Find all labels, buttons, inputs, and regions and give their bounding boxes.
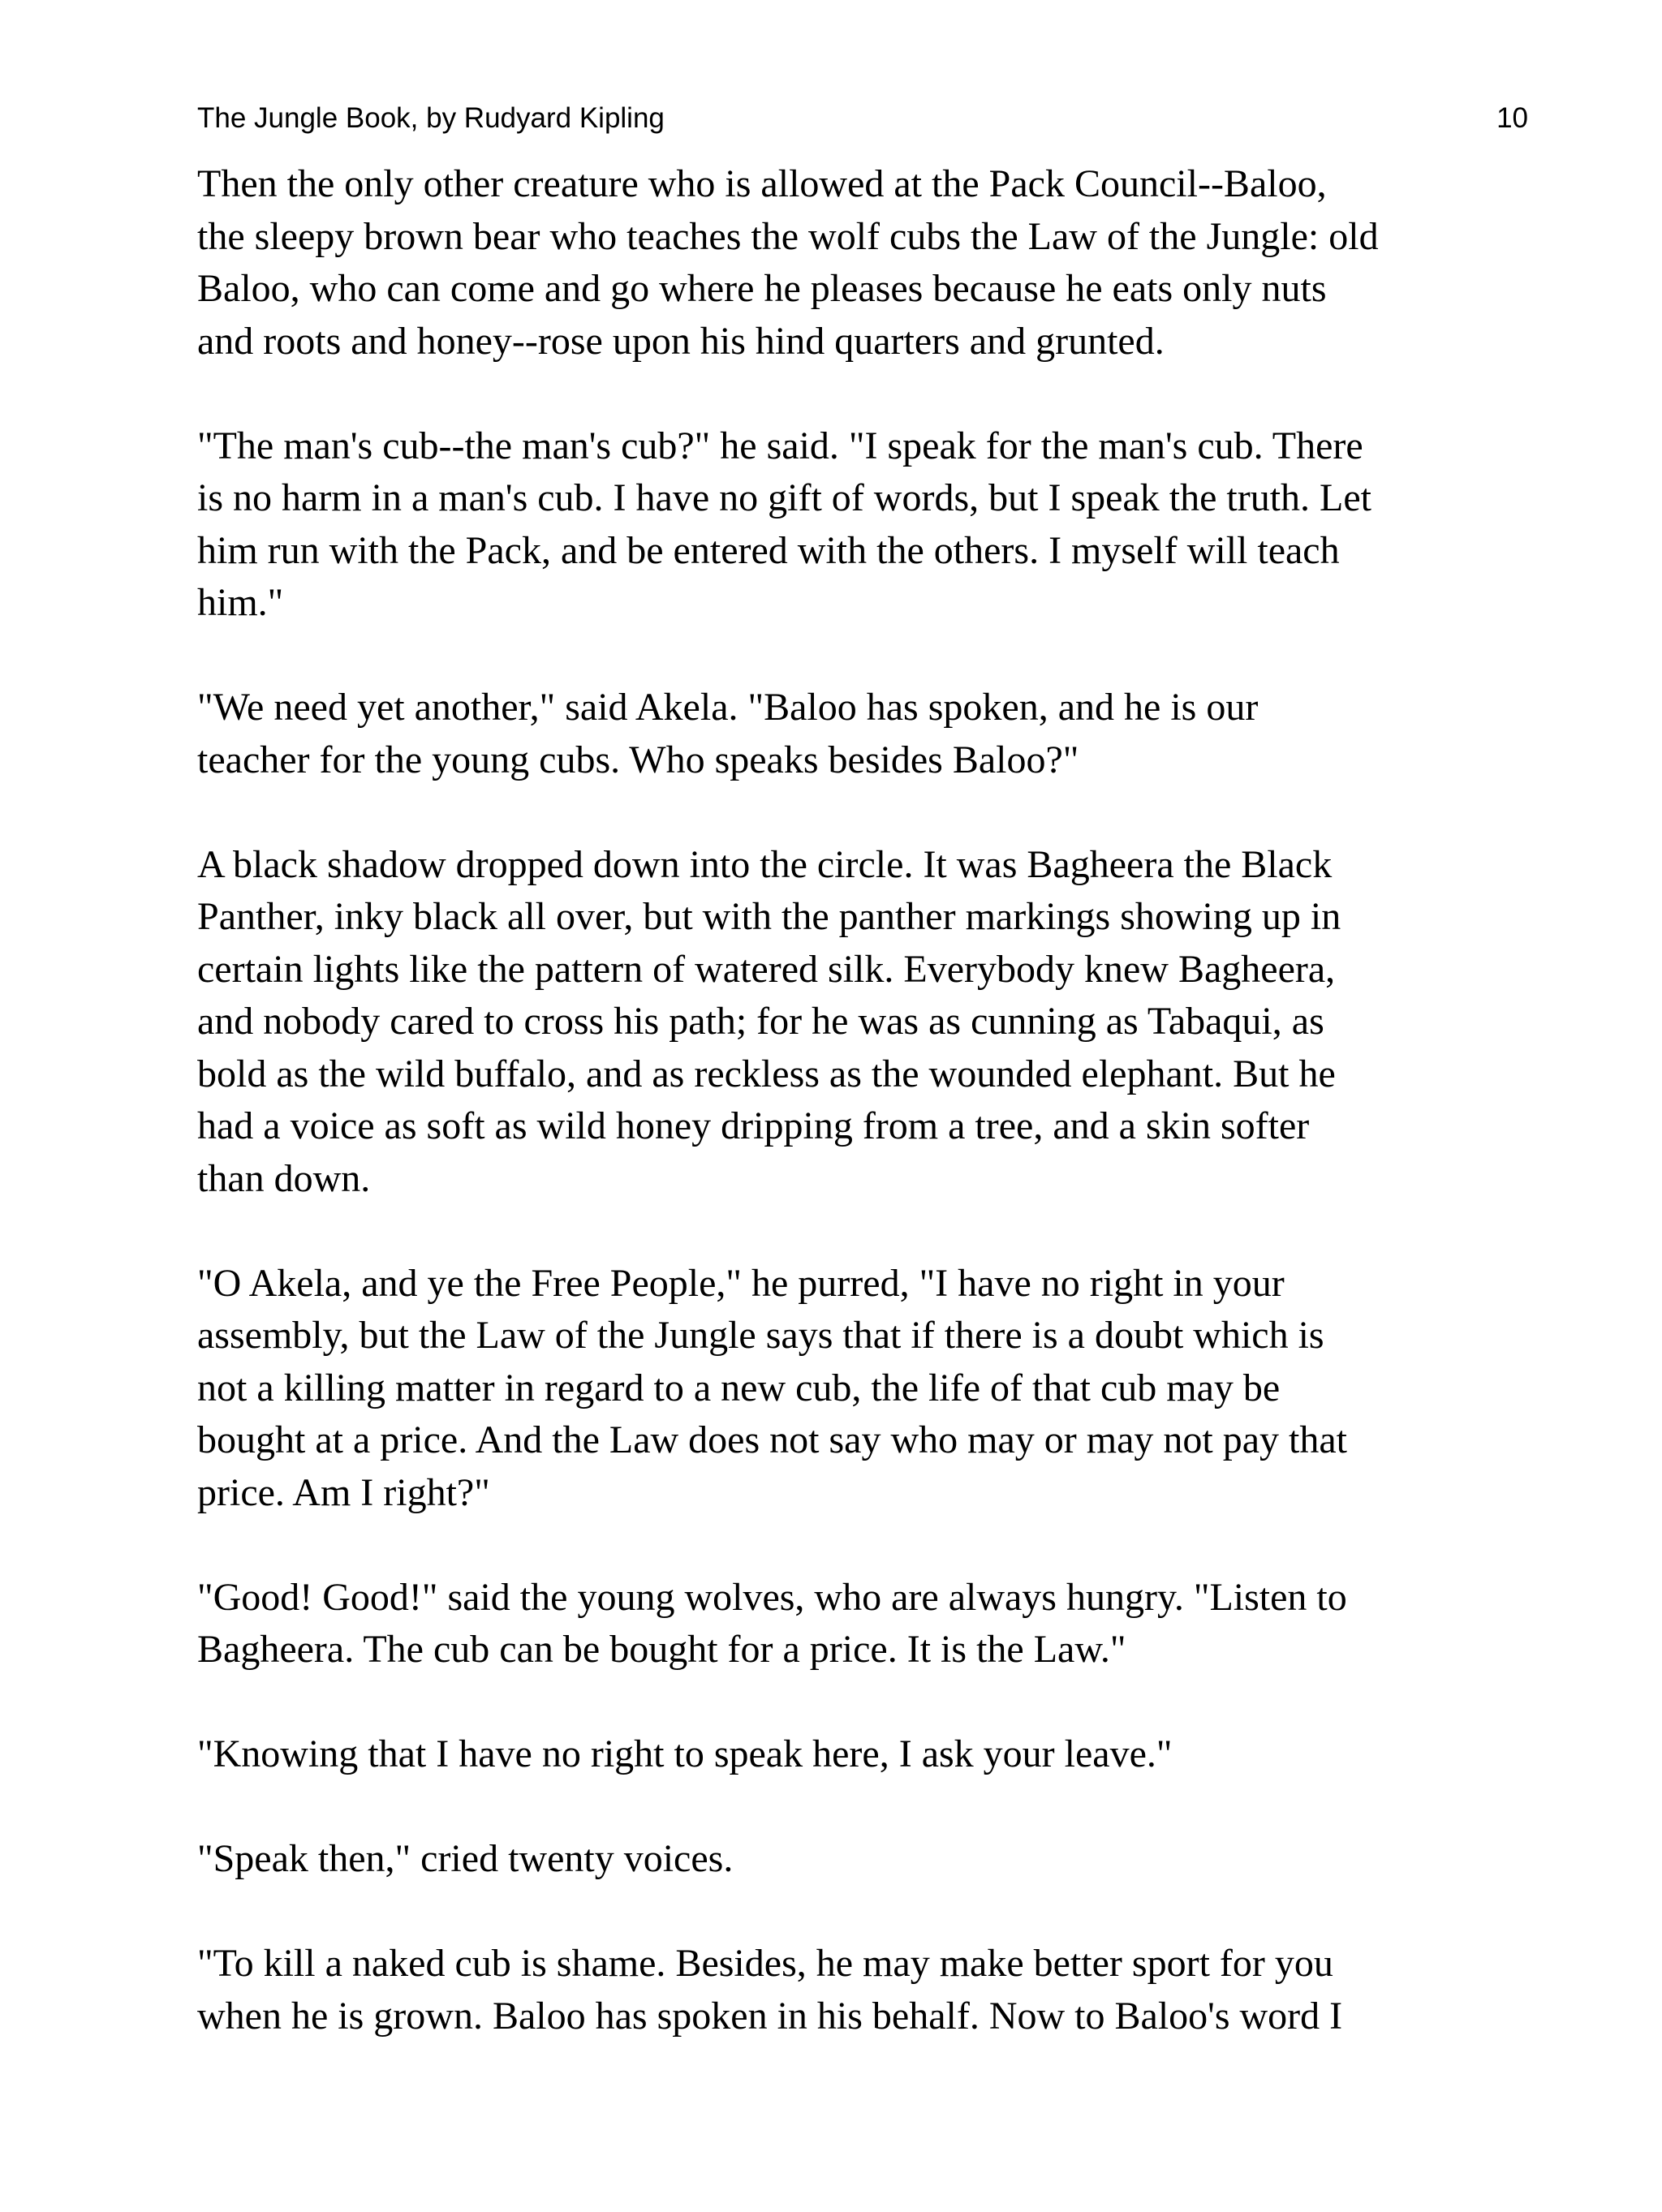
text-line: the sleepy brown bear who teaches the wolf cubs the Law of the Jungle: old <box>197 214 1379 258</box>
text-line: "The man's cub--the man's cub?" he said. "I speak for the man's cub. There <box>197 424 1363 467</box>
text-line: "Good! Good!" said the young wolves, who are always hungry. "Listen to <box>197 1575 1347 1619</box>
text-line: when he is grown. Baloo has spoken in his behalf. Now to Baloo's word I <box>197 1994 1343 2038</box>
text-line: and nobody cared to cross his path; for he was as cunning as Tabaqui, as <box>197 1000 1324 1043</box>
text-line: and roots and honey--rose upon his hind quarters and grunted. <box>197 319 1165 363</box>
text-line: bold as the wild buffalo, and as reckless as the wounded elephant. But he <box>197 1052 1336 1095</box>
paragraph <box>197 1938 1544 2042</box>
text-line: price. Am I right?" <box>197 1470 490 1514</box>
running-header <box>197 102 1528 135</box>
text-line: him." <box>197 581 284 624</box>
text-line: "Knowing that I have no right to speak here, I ask your leave." <box>197 1732 1173 1775</box>
text-line: is no harm in a man's cub. I have no gift of words, but I speak the truth. Let <box>197 476 1371 519</box>
body-text <box>197 158 1544 2095</box>
text-line: certain lights like the pattern of watered silk. Everybody knew Bagheera, <box>197 947 1336 991</box>
paragraph <box>197 839 1544 1206</box>
text-line: Baloo, who can come and go where he pleases because he eats only nuts <box>197 267 1327 310</box>
text-line: "O Akela, and ye the Free People," he purred, "I have no right in your <box>197 1261 1285 1305</box>
text-line: had a voice as soft as wild honey dripping from a tree, and a skin softer <box>197 1104 1310 1147</box>
book-title-header: The Jungle Book, by Rudyard Kipling <box>197 102 665 134</box>
text-line: Then the only other creature who is allowed at the Pack Council--Baloo, <box>197 162 1327 205</box>
text-line: assembly, but the Law of the Jungle says that if there is a doubt which is <box>197 1314 1324 1357</box>
text-line: bought at a price. And the Law does not say who may or may not pay that <box>197 1418 1348 1461</box>
page-number: 10 <box>1496 102 1528 134</box>
paragraph <box>197 1572 1544 1676</box>
paragraph <box>197 1833 1544 1886</box>
paragraph <box>197 1258 1544 1520</box>
text-line: not a killing matter in regard to a new cub, the life of that cub may be <box>197 1366 1281 1409</box>
text-line: him run with the Pack, and be entered with the others. I myself will teach <box>197 528 1340 572</box>
paragraph <box>197 1728 1544 1781</box>
paragraph <box>197 158 1544 368</box>
paragraph <box>197 420 1544 630</box>
text-line: Panther, inky black all over, but with the panther markings showing up in <box>197 895 1341 938</box>
text-line: "To kill a naked cub is shame. Besides, he may make better sport for you <box>197 1942 1333 1985</box>
text-line: Bagheera. The cub can be bought for a price. It is the Law." <box>197 1628 1126 1671</box>
text-line: "We need yet another," said Akela. "Baloo has spoken, and he is our <box>197 686 1259 729</box>
text-line: "Speak then," cried twenty voices. <box>197 1837 734 1880</box>
paragraph <box>197 682 1544 786</box>
text-line: teacher for the young cubs. Who speaks besides Baloo?" <box>197 738 1079 781</box>
text-line: A black shadow dropped down into the circle. It was Bagheera the Black <box>197 842 1333 886</box>
text-line: than down. <box>197 1156 371 1200</box>
